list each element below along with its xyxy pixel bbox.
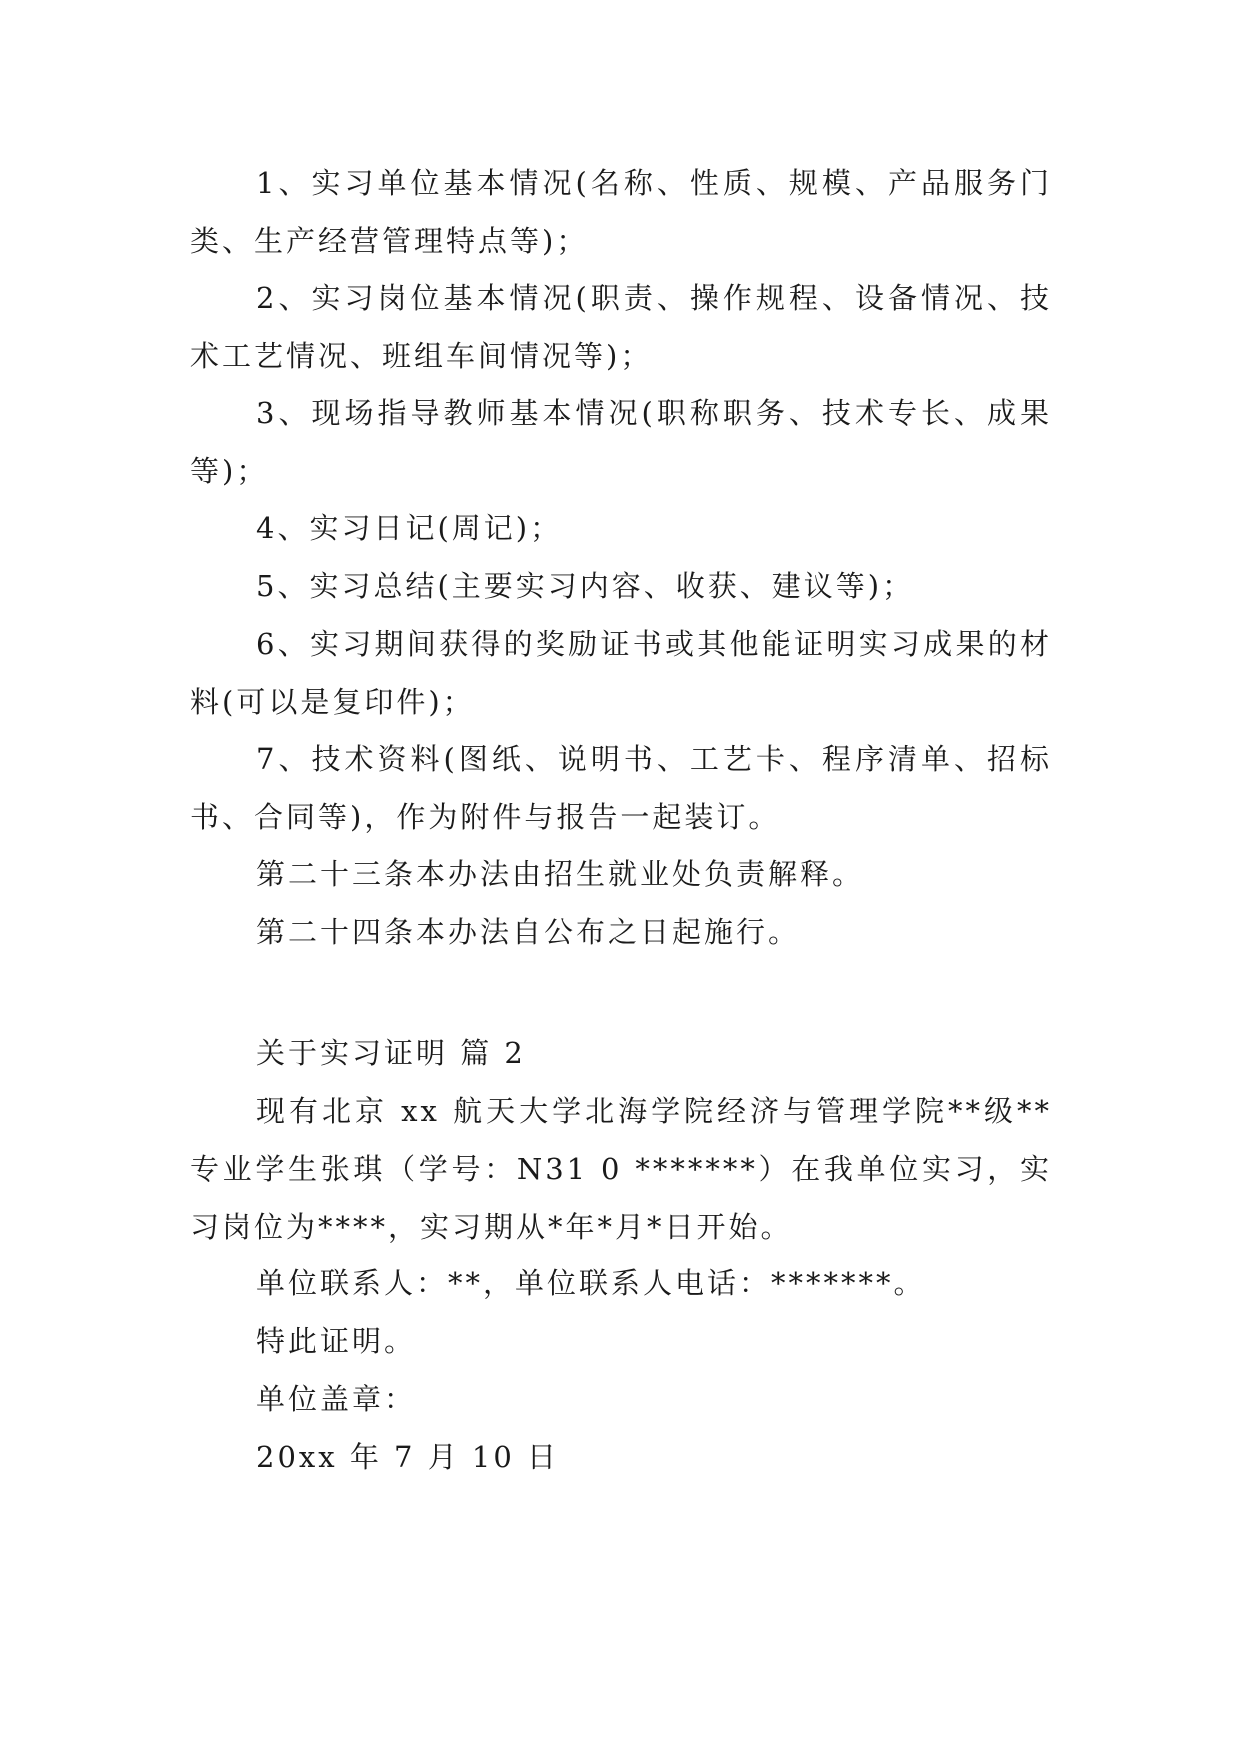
seal-line: 单位盖章： [256, 1382, 417, 1416]
section-heading: 关于实习证明 篇 2 [256, 1036, 526, 1070]
list-item-5: 5、实习总结(主要实习内容、收获、建议等)； [256, 569, 915, 603]
list-item-7: 7、技术资料(图纸、说明书、工艺卡、程序清单、招标书、合同等)，作为附件与报告一起装订。 [190, 742, 1052, 834]
list-item-2: 2、实习岗位基本情况(职责、操作规程、设备情况、技术工艺情况、班组车间情况等)； [190, 281, 1052, 373]
list-item-1: 1、实习单位基本情况(名称、性质、规模、产品服务门类、生产经营管理特点等)； [190, 166, 1052, 258]
certify-line: 特此证明。 [256, 1324, 417, 1358]
date-line: 20xx 年 7 月 10 日 [256, 1440, 560, 1474]
contact-line: 单位联系人：**，单位联系人电话：*******。 [256, 1266, 926, 1300]
article-23: 第二十三条本办法由招生就业处负责解释。 [256, 857, 865, 891]
certificate-body: 现有北京 xx 航天大学北海学院经济与管理学院**级**专业学生张琪（学号：N31 0 *******）在我单位实习，实习岗位为****，实习期从*年*月*日开始。 [190, 1094, 1052, 1244]
list-item-4: 4、实习日记(周记)； [256, 511, 563, 545]
list-item-3: 3、现场指导教师基本情况(职称职务、技术专长、成果等)； [190, 396, 1052, 488]
list-item-6: 6、实习期间获得的奖励证书或其他能证明实习成果的材料(可以是复印件)； [190, 627, 1052, 719]
article-24: 第二十四条本办法自公布之日起施行。 [256, 915, 801, 949]
